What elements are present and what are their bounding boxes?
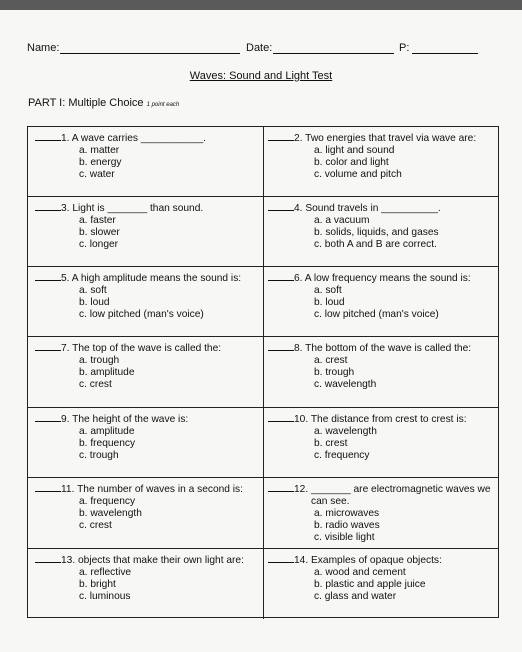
question-text: Sound travels in __________. — [305, 203, 441, 214]
question-number: 5. — [61, 273, 70, 284]
answer-blank[interactable] — [268, 271, 294, 281]
question-cell — [264, 197, 498, 266]
part-note: 1 point each — [146, 102, 180, 108]
answer-option: a. a vacuum — [314, 215, 370, 226]
question-text: The top of the wave is called the: — [72, 343, 222, 354]
question-cell — [264, 127, 498, 196]
student-info-row — [0, 42, 522, 58]
question-stem — [268, 201, 498, 215]
question-row — [28, 478, 498, 549]
answer-blank[interactable] — [268, 482, 294, 492]
answer-option: b. wavelength — [79, 508, 142, 519]
answer-option: a. frequency — [79, 496, 136, 507]
period-blank — [412, 53, 478, 54]
question-number: 7. — [61, 343, 70, 354]
question-text: The distance from crest to crest is: — [310, 414, 467, 425]
answer-option: a. wood and cement — [314, 567, 406, 578]
question-row — [28, 549, 498, 619]
answer-blank[interactable] — [35, 201, 61, 211]
question-cell — [28, 267, 264, 336]
question-stem — [35, 482, 263, 496]
answer-option: a. crest — [314, 355, 348, 366]
answer-option: b. plastic and apple juice — [314, 579, 426, 590]
answer-option: b. solids, liquids, and gases — [314, 227, 439, 238]
period-label: P: — [399, 42, 410, 54]
answer-option: b. bright — [79, 579, 116, 590]
answer-blank[interactable] — [35, 131, 61, 141]
question-number: 3. — [61, 203, 70, 214]
answer-option: c. wavelength — [314, 379, 377, 390]
question-text-continuation: can see. — [311, 496, 350, 507]
question-cell — [264, 549, 498, 619]
question-cell — [28, 127, 264, 196]
question-number: 9. — [61, 414, 70, 425]
answer-option: b. radio waves — [314, 520, 380, 531]
part-label: PART I: Multiple Choice — [28, 97, 144, 109]
question-number: 13. — [61, 555, 76, 566]
answer-blank[interactable] — [268, 553, 294, 563]
answer-blank[interactable] — [268, 412, 294, 422]
question-text: The number of waves in a second is: — [77, 484, 243, 495]
answer-blank[interactable] — [35, 341, 61, 351]
question-stem — [268, 271, 498, 285]
date-blank — [273, 53, 394, 54]
question-cell — [264, 478, 498, 548]
answer-option: a. microwaves — [314, 508, 380, 519]
question-number: 2. — [294, 133, 303, 144]
question-cell — [264, 408, 498, 477]
question-text: objects that make their own light are: — [78, 555, 244, 566]
answer-blank[interactable] — [35, 271, 61, 281]
question-number: 6. — [294, 273, 303, 284]
question-cell — [28, 549, 264, 619]
question-row — [28, 197, 498, 267]
question-stem — [268, 553, 498, 567]
answer-blank[interactable] — [35, 553, 61, 563]
question-grid — [27, 126, 499, 618]
top-bar — [0, 0, 522, 10]
answer-option: b. slower — [79, 227, 120, 238]
answer-option: a. faster — [79, 215, 116, 226]
answer-option: c. both A and B are correct. — [314, 239, 437, 250]
answer-option: a. reflective — [79, 567, 132, 578]
question-text: Two energies that travel via wave are: — [305, 133, 477, 144]
question-stem — [268, 412, 498, 426]
question-stem — [35, 271, 263, 285]
answer-option: c. water — [79, 169, 115, 180]
question-text: A low frequency means the sound is: — [304, 273, 471, 284]
question-row — [28, 408, 498, 478]
answer-option: c. crest — [79, 379, 112, 390]
answer-option: b. trough — [314, 367, 355, 378]
question-cell — [28, 478, 264, 548]
date-label: Date: — [246, 42, 273, 54]
answer-option: b. loud — [79, 297, 110, 308]
answer-option: a. soft — [79, 285, 107, 296]
question-number: 12. — [294, 484, 309, 495]
answer-option: c. glass and water — [314, 591, 397, 602]
answer-option: c. visible light — [314, 532, 375, 543]
answer-option: b. energy — [79, 157, 122, 168]
question-stem — [268, 341, 498, 355]
question-text: The height of the wave is: — [72, 414, 189, 425]
answer-option: c. low pitched (man's voice) — [79, 309, 204, 320]
question-text: A wave carries ___________. — [71, 133, 207, 144]
answer-option: a. matter — [79, 145, 120, 156]
answer-option: a. amplitude — [79, 426, 135, 437]
question-cell — [264, 267, 498, 336]
answer-option: c. trough — [79, 450, 119, 461]
answer-option: c. low pitched (man's voice) — [314, 309, 439, 320]
question-text: The bottom of the wave is called the: — [305, 343, 472, 354]
question-number: 11. — [61, 484, 75, 495]
question-stem — [35, 341, 263, 355]
answer-option: b. color and light — [314, 157, 389, 168]
question-cell — [28, 408, 264, 477]
question-number: 10. — [294, 414, 309, 425]
question-number: 1. — [61, 133, 70, 144]
question-text: Examples of opaque objects: — [311, 555, 442, 566]
part-heading — [28, 97, 179, 109]
question-cell — [28, 197, 264, 266]
question-number: 8. — [294, 343, 303, 354]
answer-option: a. trough — [79, 355, 120, 366]
question-row — [28, 267, 498, 337]
name-label: Name: — [27, 42, 60, 54]
answer-option: c. luminous — [79, 591, 131, 602]
answer-option: b. amplitude — [79, 367, 135, 378]
answer-option: a. wavelength — [314, 426, 377, 437]
question-number: 4. — [294, 203, 303, 214]
question-number: 14. — [294, 555, 309, 566]
question-row — [28, 127, 498, 197]
answer-option: c. longer — [79, 239, 119, 250]
answer-blank[interactable] — [268, 131, 294, 141]
question-cell — [28, 337, 264, 407]
answer-option: c. frequency — [314, 450, 370, 461]
answer-option: b. frequency — [79, 438, 136, 449]
question-text: A high amplitude means the sound is: — [71, 273, 242, 284]
answer-blank[interactable] — [268, 201, 294, 211]
question-text: Light is _______ than sound. — [72, 203, 204, 214]
answer-blank[interactable] — [35, 412, 61, 422]
answer-option: c. crest — [79, 520, 112, 531]
answer-blank[interactable] — [35, 482, 61, 492]
question-stem — [35, 201, 263, 215]
answer-option: a. light and sound — [314, 145, 395, 156]
answer-option: b. loud — [314, 297, 345, 308]
answer-option: c. volume and pitch — [314, 169, 402, 180]
question-text: _______ are electromagnetic waves we — [311, 484, 491, 495]
answer-option: a. soft — [314, 285, 342, 296]
question-cell — [264, 337, 498, 407]
question-row — [28, 337, 498, 408]
answer-blank[interactable] — [268, 341, 294, 351]
question-stem — [35, 553, 263, 567]
question-stem — [35, 412, 263, 426]
name-blank — [60, 53, 240, 54]
question-stem — [268, 482, 498, 496]
test-title: Waves: Sound and Light Test — [189, 70, 333, 82]
question-stem — [268, 131, 498, 145]
answer-option: b. crest — [314, 438, 348, 449]
question-stem — [35, 131, 263, 145]
